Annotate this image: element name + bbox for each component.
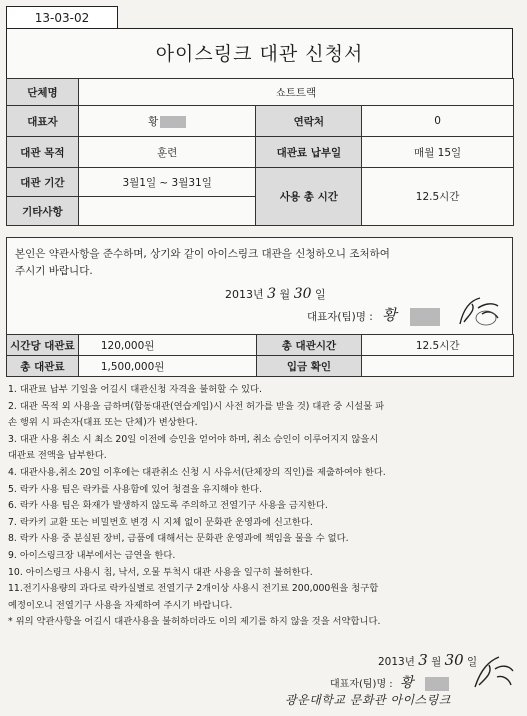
pledge-text: [15, 246, 505, 280]
terms-line: 10. 아이스링크 사용시 침, 낙서, 오물 투척시 대관 사용을 일구히 불허한다.: [8, 566, 313, 578]
pledge-line-1: 본인은 약관사항을 준수하며, 상기와 같이 아이스링크 대관을 신청하오니 조처하여: [15, 248, 390, 260]
total-fee-label: 총 대관료: [7, 356, 79, 377]
rep-sign-name: 황: [382, 306, 397, 324]
terms-line: 3. 대관 사용 취소 시 최소 20일 이전에 승인을 얻어야 하며, 취소 승인이 이루어지지 않을시: [8, 433, 379, 445]
rep-sign-name: 황: [399, 675, 414, 691]
terms-line: 5. 락카 사용 팀은 락카를 사용함에 있어 청결을 유지해야 한다.: [8, 483, 262, 495]
pledge-section: [6, 237, 513, 336]
rep-sign-label: 대표자(팀)명 :: [330, 679, 393, 690]
date-year: 2013년: [378, 656, 415, 668]
terms-line: 4. 대관사용,취소 20일 이후에는 대관취소 신청 시 사유서(단체장의 직인)를 제출하여야 한다.: [8, 466, 386, 478]
organization-name: 광운대학교 문화관 아이스링크: [285, 693, 451, 707]
total-time-label: 사용 총 시간: [256, 168, 362, 226]
table-row: [7, 168, 514, 197]
table-row: [7, 335, 514, 356]
terms-line: * 위의 약관사항을 어길시 대관사용을 불허하더라도 이의 제기를 하지 않을 것을 서약합니다.: [8, 616, 381, 628]
rep-sign-label: 대표자(팀)명 :: [307, 311, 373, 323]
total-time-value: 12.5시간: [362, 168, 514, 226]
contact-label: 연락처: [256, 106, 362, 137]
table-row: [7, 137, 514, 168]
deposit-value: [362, 356, 514, 377]
date-month-handwritten: 3: [267, 286, 277, 302]
terms-line: 11.전기사용량의 과다로 락카실별로 전열기구 2개이상 사용시 전기료 200,000원을 청구합: [8, 583, 379, 595]
total-fee-value: 1,500,000원: [78, 356, 256, 377]
purpose-value: 훈련: [78, 137, 256, 168]
period-value: 3월1일 ~ 3월31일: [78, 168, 256, 197]
representative-value: 황: [148, 115, 159, 128]
pledge-line-2: 주시기 바랍니다.: [15, 265, 93, 277]
date-month-handwritten: 3: [418, 651, 428, 669]
date-month-unit: 월: [279, 288, 291, 301]
date-day-handwritten: 30: [444, 651, 464, 669]
date-day-handwritten: 30: [293, 286, 312, 302]
hourly-fee-label: 시간당 대관료: [7, 335, 79, 356]
signature-1: [402, 296, 502, 328]
contact-value: 0: [434, 115, 441, 127]
total-hours-label: 총 대관시간: [256, 335, 362, 356]
terms-line: 손 행위 시 파손자(대표 또는 단체)가 변상한다.: [8, 417, 198, 429]
team-value: 쇼트트랙: [78, 79, 513, 106]
terms-line: 8. 락카 사용 중 분실된 장비, 금품에 대해서는 문화관 운영과에 책임을 물을 수 없다.: [8, 533, 349, 545]
signature-2: [405, 655, 515, 691]
title-box: [6, 28, 513, 80]
team-label: 단체명: [7, 79, 79, 106]
date-day-unit: 일: [467, 656, 478, 668]
date-day-unit: 일: [315, 288, 326, 301]
terms-list: [8, 382, 513, 631]
terms-line: 7. 락카키 교환 또는 비밀번호 변경 시 지체 없이 문화관 운영과에 신고한다.: [8, 516, 313, 528]
redaction-mask: [160, 116, 186, 128]
pay-date-value: 매월 15일: [362, 137, 514, 168]
terms-line: 2. 대관 목적 외 사용을 금하며(함동대관(연습게임)시 사전 허가를 받을 것) 대관 중 시설물 파: [8, 400, 385, 412]
pledge-date: [225, 286, 326, 302]
etc-value: [78, 197, 256, 226]
terms-line: 6. 락카 사용 팀은 화재가 발생하지 않도록 주의하고 전열기구 사용을 금지한다.: [8, 500, 328, 512]
table-row: [7, 106, 514, 137]
date-year: 2013년: [225, 288, 264, 301]
terms-line: 예정이오니 전열기구 사용을 자제하여 주시기 바랍니다.: [8, 599, 233, 611]
contact-cell: [362, 106, 514, 137]
pay-date-label: 대관료 납부일: [256, 137, 362, 168]
purpose-label: 대관 목적: [7, 137, 79, 168]
form-title: 아이스링크 대관 신청서: [155, 43, 364, 65]
total-hours-value: 12.5시간: [362, 335, 514, 356]
deposit-label: 입금 확인: [256, 356, 362, 377]
terms-line: 대관료 전액을 납부한다.: [8, 450, 107, 462]
application-info-table: [6, 78, 514, 226]
date-month-unit: 월: [431, 656, 442, 668]
etc-label: 기타사항: [7, 197, 79, 226]
terms-line: 1. 대관료 납부 기일을 어길시 대관신청 자격을 불허할 수 있다.: [8, 384, 262, 395]
document-number: 13-03-02: [6, 6, 118, 30]
hourly-fee-value: 120,000원: [78, 335, 256, 356]
fee-table: [6, 334, 514, 377]
period-label: 대관 기간: [7, 168, 79, 197]
table-row: [7, 79, 514, 106]
representative-label: 대표자: [7, 106, 79, 137]
terms-line: 9. 아이스링크장 내부에서는 금연을 한다.: [8, 549, 176, 561]
representative-cell: [78, 106, 256, 137]
table-row: [7, 356, 514, 377]
